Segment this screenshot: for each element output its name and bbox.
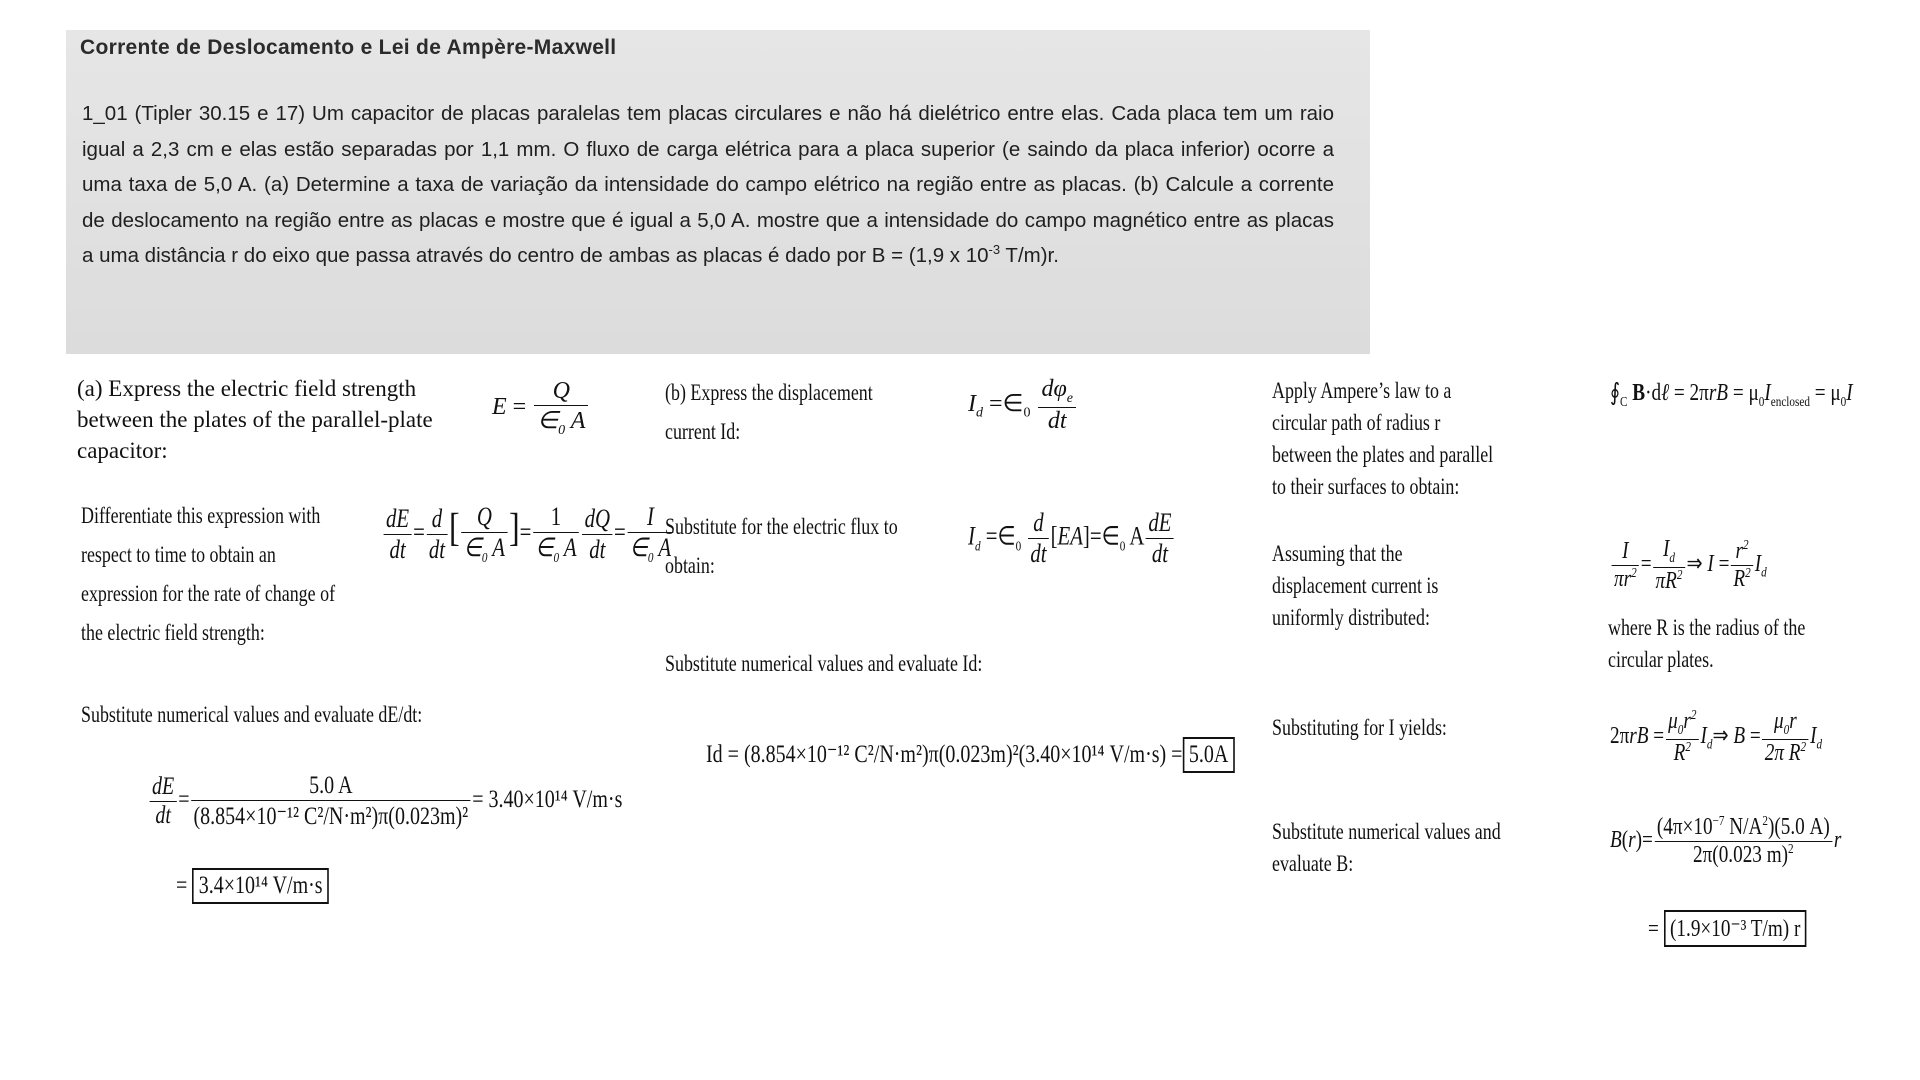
b-eq1: $I_d$ $=\in_0$ $\frac{d\varphi_e}{dt}$ <box>968 376 1078 435</box>
problem-main: 1_01 (Tipler 30.15 e 17) Um capacitor de placas paralelas tem placas circulares e não há dielétrico entre elas. Cada placa tem um raio igual a 2,3 cm e elas estão separadas por 1,1 mm. O fluxo de carga elétrica para a placa superior (e saindo da placa inferior) ocorre a uma taxa de 5,0 A. (a) Determine a taxa de variação da intensidade do campo elétrico na região entre as placas. (b) Calcule a corrente de deslocamento na região entre as placas e mostre que é igual a 5,0 A. mostre que a intensidade do campo magnético entre as placas a uma distância r do eixo que passa através do centro de ambas as placas é dado por B = (1,9 x 10 <box>82 102 1334 267</box>
b-answer-box: 5.0A <box>1182 737 1234 773</box>
scan-title: Corrente de Deslocamento e Lei de Ampère-Maxwell <box>80 36 617 59</box>
c-step3-label: Substituting for I yields: <box>1272 715 1447 740</box>
b-step1-label: (b) Express the displacement current Id: <box>665 380 873 444</box>
problem-statement-scan <box>66 30 1370 354</box>
a-step1-label: (a) Express the electric field strength between the plates of the parallel-plate capacitor: <box>77 376 433 463</box>
problem-exponent: -3 <box>988 242 1001 258</box>
c-step4-label: Substitute numerical values and evaluate B: <box>1272 819 1501 876</box>
c-answer-box: (1.9×10⁻³ T/m) r <box>1664 910 1807 947</box>
c-eq2: $\frac{I}{\pi r^2}$ = $\frac{I_d}{\pi R^2}$ ⇒ I = $\frac{r^2}{R^2}$ $I_d$ <box>1610 536 1767 595</box>
c-eq4: B(r)= $\frac{(4\pi\times 10^{-7} N/A^2)(5.0 A)}{2\pi(0.023 m)^2}$ r <box>1610 814 1842 868</box>
a-step2-label: Differentiate this expression with respect to time to obtain an expression for the rate of change of the electric field strength: <box>81 503 336 645</box>
c-eq4-boxed-line: = (1.9×10⁻³ T/m) r <box>1648 910 1807 947</box>
problem-tail: T/m)r. <box>1000 244 1059 267</box>
a-eq3: $\frac{dE}{dt}$ = $\frac{5.0 A}{\text{(8.854×10⁻¹² C²/N·m²)π(0.023m)²}}$ = 3.40×10¹⁴ V/m·s <box>148 772 622 831</box>
a-answer-box: 3.4×10¹⁴ V/m·s <box>192 868 329 904</box>
a-eq2: $\frac{dE}{dt}$ = $\frac{d}{dt}$ [ $\frac{Q}{\in_0 A}$ ]= $\frac{1}{\in_0 A}$ $\frac{dQ}{dt}$ = $\frac{I}{\in_0 A}$ <box>382 502 675 567</box>
c-note: where R is the radius of the circular plates. <box>1608 615 1806 672</box>
b-step3-label: Substitute numerical values and evaluate Id: <box>665 651 983 676</box>
c-step1-label: Apply Ampere’s law to a circular path of radius r between the plates and parallel to their surfaces to obtain: <box>1272 378 1494 499</box>
b-step2-label: Substitute for the electric flux to obtain: <box>665 514 898 578</box>
b-eq3: Id = (8.854×10⁻¹² C²/N·m²)π(0.023m)²(3.40×10¹⁴ V/m·s) = 5.0A <box>706 737 1235 773</box>
c-eq1: $∮_C$ B·dℓ = $2\pi rB = \mu_0I_{enclosed} = \mu_0I$ <box>1610 380 1853 410</box>
b-eq2: $I_d$ $=\in_0$ $\frac{d}{dt}$ $[EA]=\in_0$ A $\frac{dE}{dt}$ <box>968 508 1176 569</box>
c-eq3: 2πrB = $\frac{\mu_0r^2}{R^2}$ $I_d\Rightarrow$ B = $\frac{\mu_0r}{2\pi R^2}$ $I_d$ <box>1610 708 1823 766</box>
c-step2-label: Assuming that the displacement current is uniformly distributed: <box>1272 541 1439 630</box>
a-eq3-boxed-line: = 3.4×10¹⁴ V/m·s <box>176 868 329 904</box>
a-eq3-result: = 3.40×10¹⁴ V/m·s <box>472 786 623 814</box>
a-step3-label: Substitute numerical values and evaluate dE/dt: <box>81 702 423 727</box>
a-eq1: E = $\frac{Q}{\in_0 A}$ <box>492 378 590 439</box>
scan-problem-text <box>82 96 1334 274</box>
